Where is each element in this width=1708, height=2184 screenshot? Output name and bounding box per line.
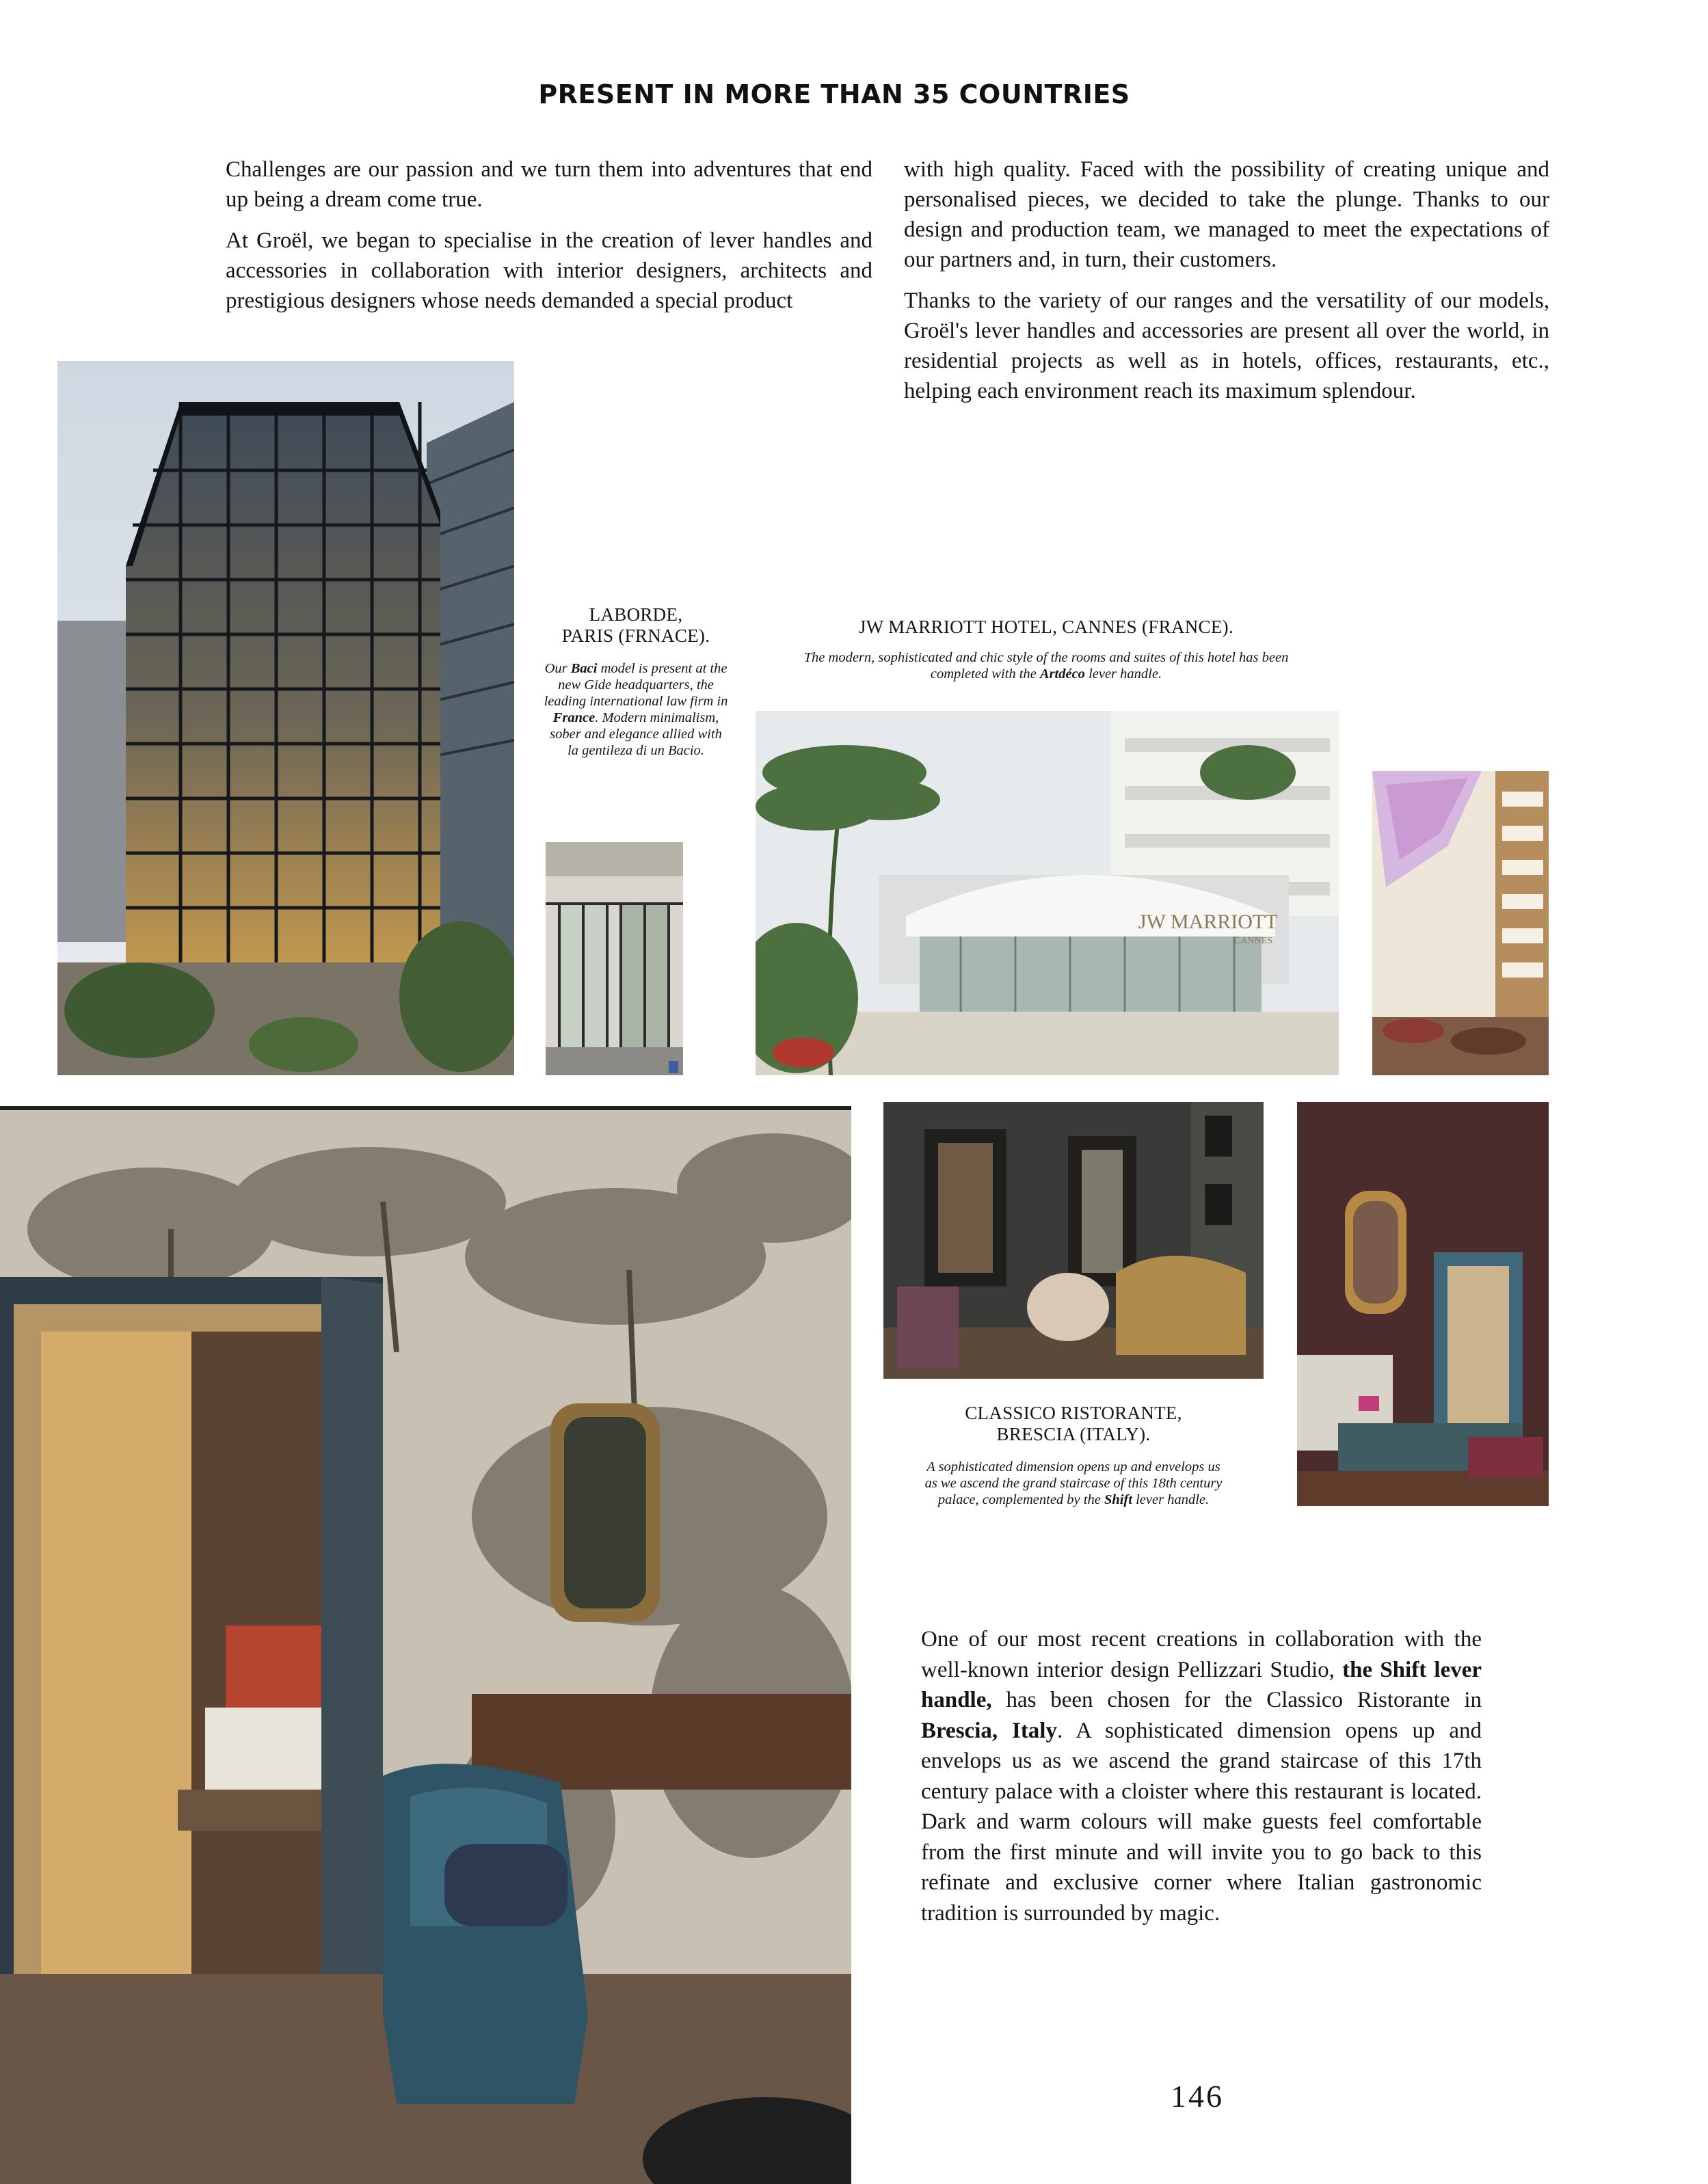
closing-paragraph bbox=[921, 1624, 1482, 1928]
caption-text: lever handle. bbox=[1084, 666, 1162, 682]
intro-paragraph: Challenges are our passion and we turn them into adventures that end up being a dream come true. bbox=[226, 157, 872, 212]
caption-bold-text: France bbox=[552, 710, 596, 725]
hotel-sign-text: JW MARRIOTT bbox=[1138, 911, 1278, 933]
laborde-caption-body bbox=[544, 660, 728, 759]
closing-text: . A sophisticated dimension opens up and envelops us as we ascend the grand staircase of this 17th century palace with a cloister where this restaurant is located. Dark and warm colours will make guests feel comfortable from the first minute and will invite you to go back to this refinate and exclusive corner where Italian gastronomic tradition is surrounded by magic. bbox=[921, 1718, 1482, 1926]
caption-text: . Modern minimalism, sober and elegance allied with la gentileza di un Bacio. bbox=[550, 710, 722, 758]
classico-lounge-photo bbox=[883, 1102, 1264, 1379]
caption-text: lever handle. bbox=[1132, 1492, 1210, 1507]
marriott-hotel-photo bbox=[756, 711, 1339, 1075]
intro-right-column bbox=[904, 154, 1549, 417]
classico-caption-body bbox=[920, 1459, 1227, 1508]
intro-paragraph: Thanks to the variety of our ranges and the versatility of our models, Groël's lever handles and accessories are present all over the world, in residential projects as well as in hotels, offices, restaurants, etc., helping each environment reach its maximum splendour. bbox=[904, 288, 1549, 403]
caption-title-line: LABORDE, bbox=[589, 604, 683, 625]
laborde-caption-title bbox=[533, 604, 738, 647]
caption-title-line: CLASSICO RISTORANTE, bbox=[965, 1403, 1182, 1423]
caption-bold-text: Artdéco bbox=[1039, 666, 1085, 682]
caption-text: The modern, sophisticated and chic style of the rooms and suites of this hotel has been completed with the bbox=[803, 650, 1289, 682]
classico-dining-photo bbox=[1297, 1102, 1549, 1506]
caption-bold-text: Baci bbox=[570, 661, 598, 676]
hotel-sign-subtext: CANNES bbox=[1234, 936, 1273, 946]
marriott-caption-body bbox=[793, 649, 1299, 682]
closing-text: has been chosen for the Classico Ristorante in bbox=[991, 1688, 1482, 1712]
caption-title-line: PARIS (FRNACE). bbox=[561, 625, 710, 646]
laborde-interior-photo bbox=[546, 842, 683, 1075]
intro-paragraph: At Groël, we began to specialise in the creation of lever handles and accessories in collaboration with interior designers, architects and prestigious designers whose needs demanded a special product bbox=[226, 228, 872, 313]
intro-left-column bbox=[226, 154, 872, 327]
closing-bold-text: the Shift lever handle, bbox=[921, 1657, 1482, 1712]
caption-text: Our bbox=[544, 661, 571, 676]
page-heading: PRESENT IN MORE THAN 35 COUNTRIES bbox=[538, 79, 1130, 109]
caption-bold-text: Shift bbox=[1104, 1492, 1132, 1507]
page-number: 146 bbox=[1171, 2079, 1224, 2114]
caption-title-line: BRESCIA (ITALY). bbox=[996, 1424, 1151, 1444]
restaurant-interior-photo bbox=[0, 1106, 851, 2184]
caption-text: A sophisticated dimension opens up and envelops us as we ascend the grand staircase of this 18th century palace, complemented by the bbox=[924, 1459, 1223, 1507]
closing-text: One of our most recent creations in collaboration with the well-known interior design Pellizzari Studio, bbox=[921, 1627, 1482, 1682]
atrium-photo bbox=[1372, 771, 1549, 1075]
caption-text: model is present at the new Gide headquarters, the leading international law firm in bbox=[544, 661, 728, 709]
marriott-caption-title: JW MARRIOTT HOTEL, CANNES (FRANCE). bbox=[858, 617, 1233, 637]
closing-bold-text: Brescia, Italy bbox=[921, 1718, 1057, 1743]
laborde-building-photo bbox=[57, 361, 514, 1075]
intro-paragraph: with high quality. Faced with the possibility of creating unique and personalised pieces, we decided to take the plunge. Thanks to our design and production team, we managed to meet the expectations of our partners and, in turn, their customers. bbox=[904, 157, 1549, 272]
classico-caption-title bbox=[909, 1403, 1238, 1445]
